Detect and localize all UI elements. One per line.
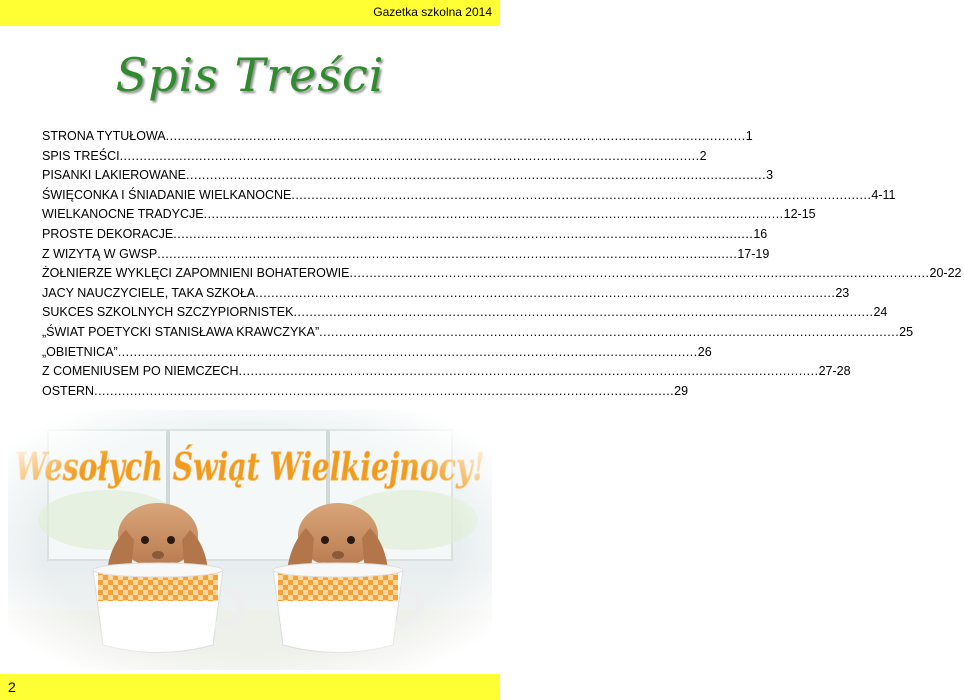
toc-entry-title: PISANKI LAKIEROWANE [42, 168, 187, 183]
toc-entry-page: 23 [835, 285, 850, 300]
toc-leader-dots [291, 186, 871, 206]
toc-leader-dots [186, 166, 766, 186]
toc-entry[interactable] [42, 245, 770, 265]
toc-entry-page: 26 [697, 344, 712, 359]
toc-entry-title: Z WIZYTĄ W GWSP [42, 246, 158, 261]
toc-entry-page: 3 [766, 168, 774, 183]
toc-entry-page: 25 [899, 324, 914, 339]
toc-entry[interactable] [42, 382, 689, 402]
toc-entry-title: „OBIETNICA” [42, 344, 118, 359]
toc-entry-title: JACY NAUCZYCIELE, TAKA SZKOŁA [42, 285, 256, 300]
toc-leader-dots [166, 127, 746, 147]
toc-leader-dots [120, 147, 700, 167]
toc-entry-page: 20-22 [929, 266, 962, 281]
footer-bar [0, 674, 500, 700]
toc-entry-title: SUKCES SZKOLNYCH SZCZYPIORNISTEK [42, 305, 294, 320]
toc-entry[interactable] [42, 205, 816, 225]
toc-entry[interactable] [42, 186, 896, 206]
toc-entry-title: WIELKANOCNE TRADYCJE [42, 207, 204, 222]
toc-leader-dots [94, 382, 674, 402]
toc-leader-dots [239, 362, 819, 382]
toc-leader-dots [118, 343, 698, 363]
toc-entry-title: „ŚWIAT POETYCKI STANISŁAWA KRAWCZYKA” [42, 324, 320, 339]
toc-leader-dots [157, 245, 737, 265]
issue-label: Gazetka szkolna 2014 [373, 5, 492, 19]
toc-entry-title: ŚWIĘCONKA I ŚNIADANIE WIELKANOCNE [42, 187, 292, 202]
toc-entry-page: 27-28 [818, 364, 851, 379]
toc-entry-title: OSTERN [42, 383, 95, 398]
toc-entry[interactable] [42, 284, 850, 304]
toc-leader-dots [204, 205, 784, 225]
toc-entry-page: 17-19 [737, 246, 770, 261]
toc-entry[interactable] [42, 225, 768, 245]
toc-entry-title: Z COMENIUSEM PO NIEMCZECH [42, 364, 239, 379]
toc-entry[interactable] [42, 303, 888, 323]
toc-entry[interactable] [42, 343, 712, 363]
toc-entry[interactable] [42, 323, 914, 343]
toc-entry[interactable] [42, 166, 774, 186]
toc-leader-dots [349, 264, 929, 284]
header-bar [0, 0, 500, 26]
table-of-contents [42, 127, 962, 401]
toc-entry[interactable] [42, 264, 962, 284]
toc-leader-dots [293, 303, 873, 323]
toc-entry-page: 12-15 [783, 207, 816, 222]
page-number: 2 [8, 679, 16, 695]
toc-entry[interactable] [42, 147, 707, 167]
toc-entry-page: 2 [699, 148, 707, 163]
toc-entry-page: 29 [674, 383, 689, 398]
toc-entry-title: SPIS TREŚCI [42, 148, 120, 163]
toc-entry-page: 16 [753, 226, 768, 241]
easter-bunnies-image [8, 410, 492, 670]
toc-entry[interactable] [42, 127, 753, 147]
toc-entry-page: 4-11 [871, 187, 896, 202]
toc-leader-dots [173, 225, 753, 245]
toc-entry-title: ŻOŁNIERZE WYKLĘCI ZAPOMNIENI BOHATEROWIE [42, 266, 350, 281]
toc-entry-page: 1 [745, 129, 753, 143]
toc-entry[interactable] [42, 362, 851, 382]
toc-leader-dots [319, 323, 899, 343]
page-title: Spis Treści [115, 48, 385, 102]
toc-entry-title: PROSTE DEKORACJE [42, 226, 174, 241]
toc-entry-title: STRONA TYTUŁOWA [42, 129, 166, 143]
toc-entry-page: 24 [873, 305, 888, 320]
toc-leader-dots [255, 284, 835, 304]
